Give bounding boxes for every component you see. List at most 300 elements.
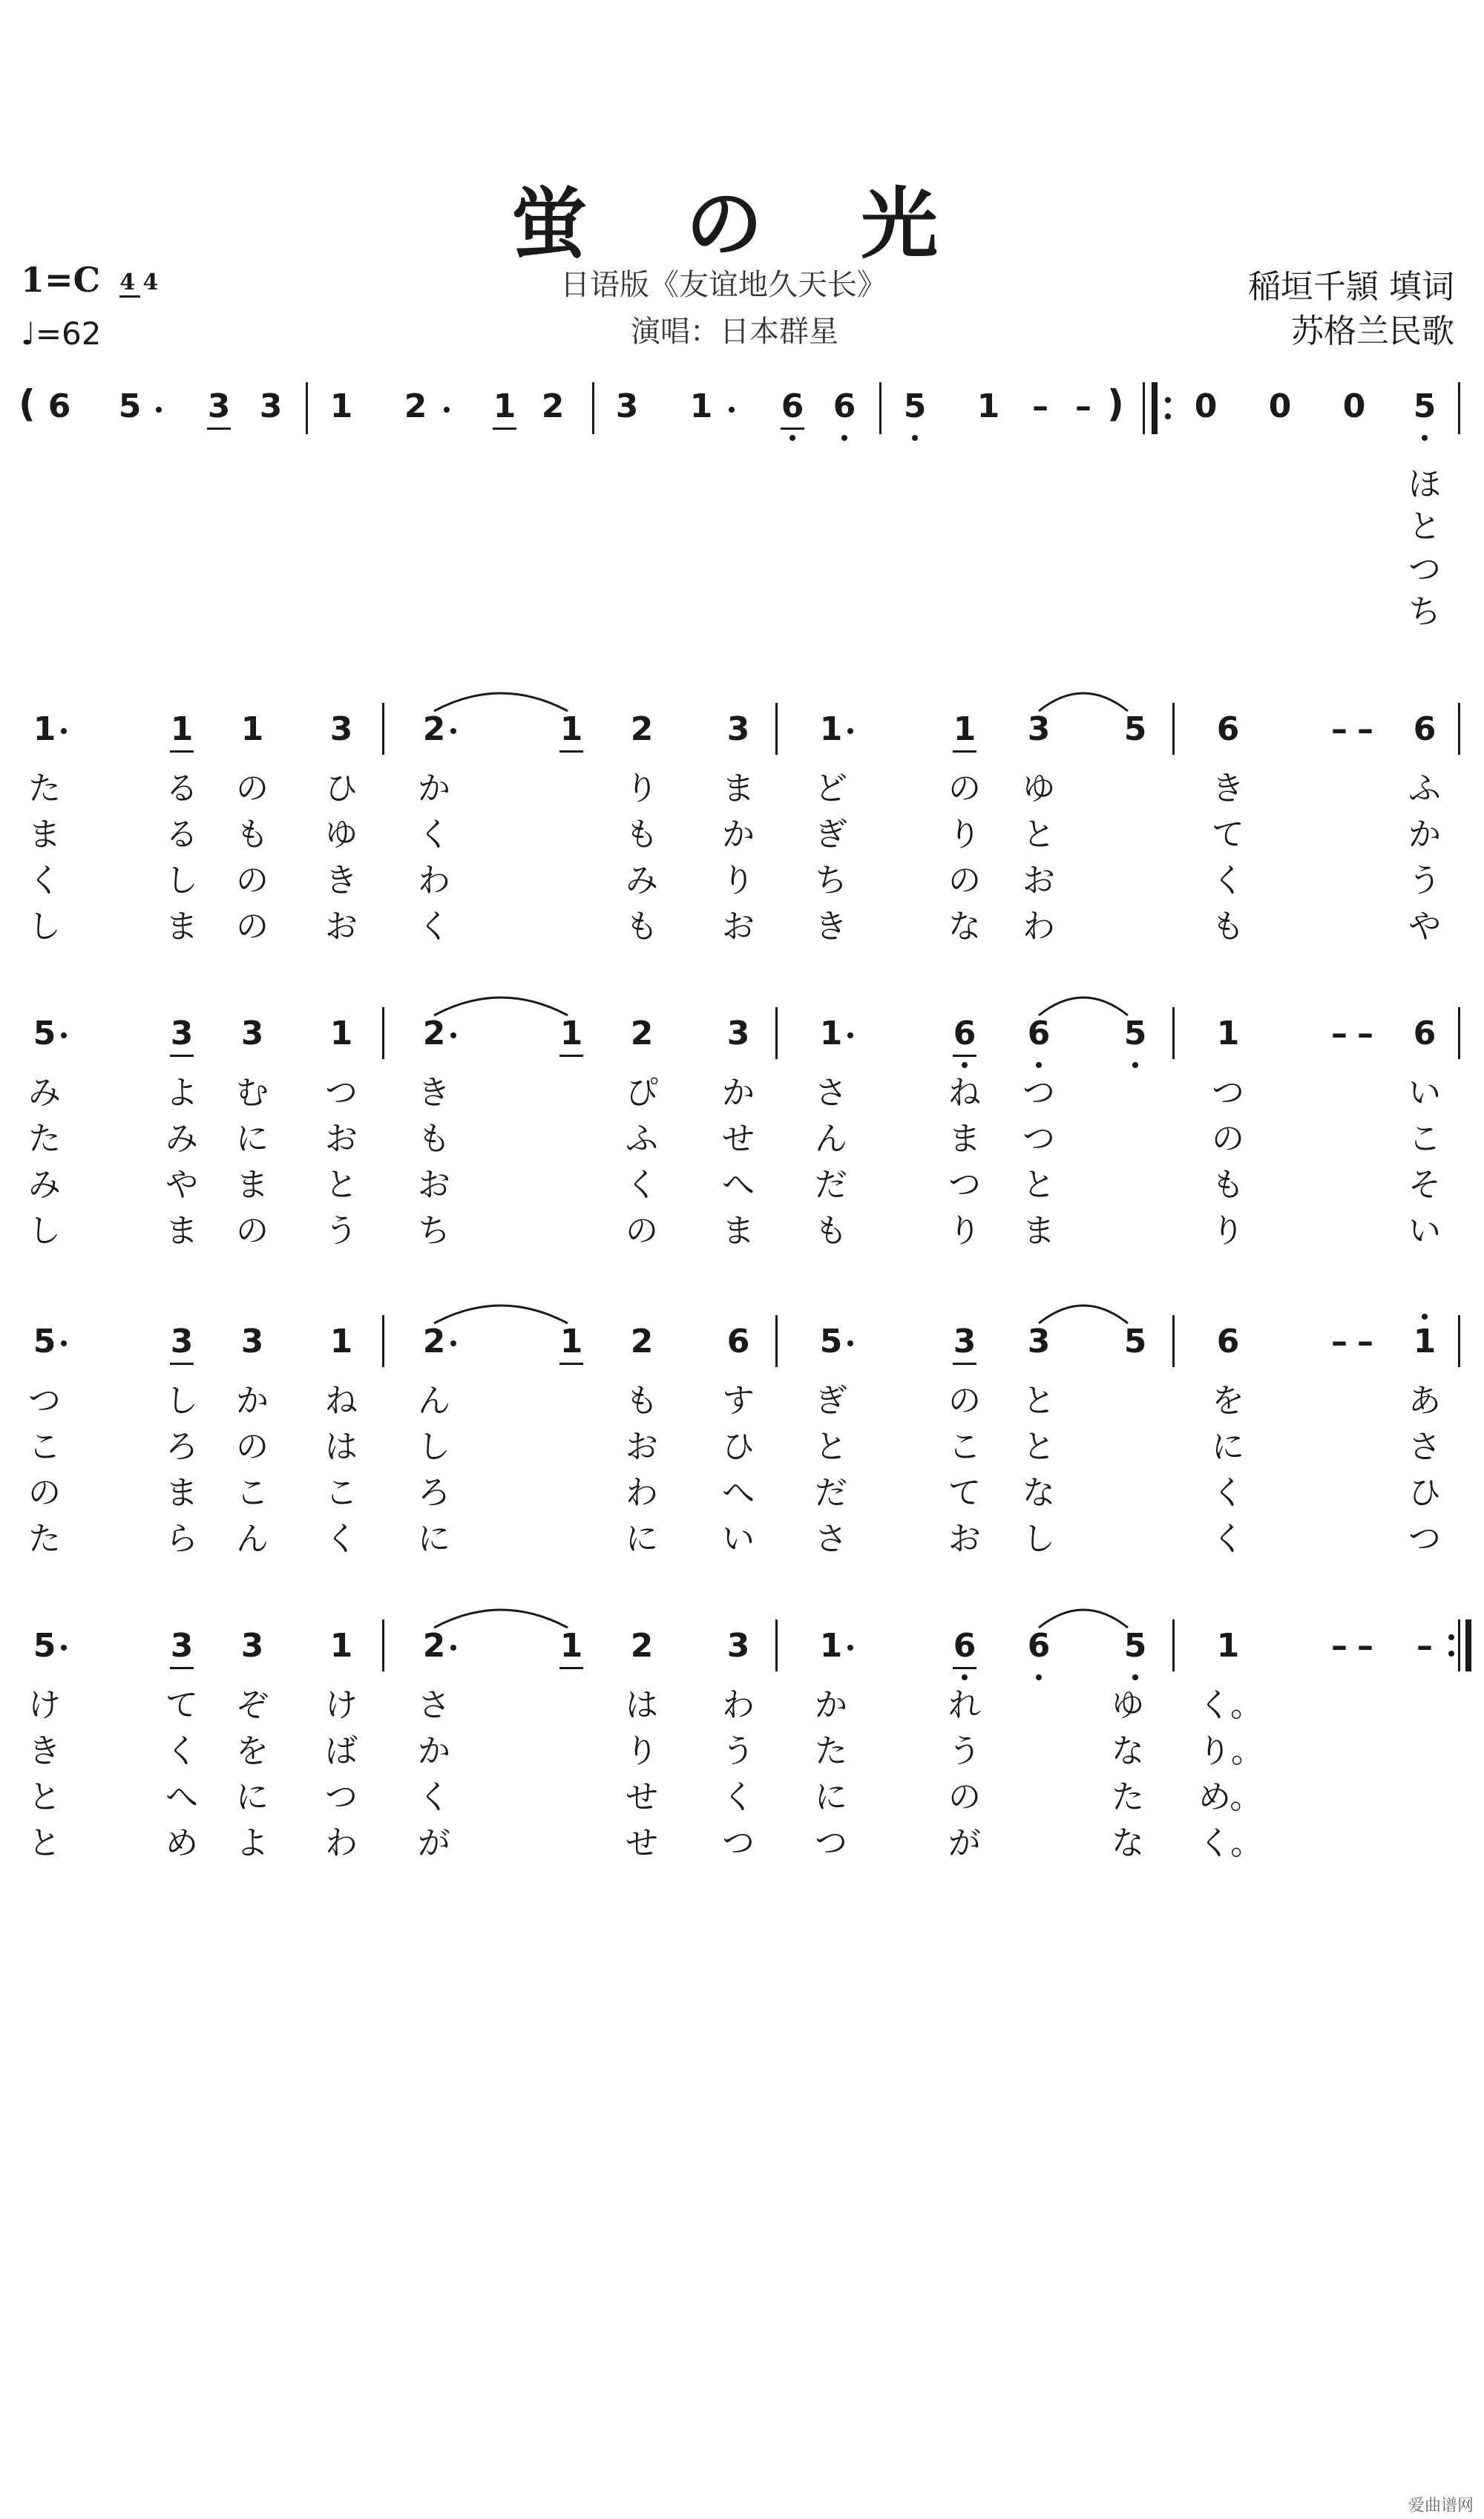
lyric: ぎ [815, 1382, 847, 1420]
lyric: ふ [626, 1120, 658, 1158]
lyric: も [626, 816, 658, 854]
lyric: お [325, 908, 358, 946]
lyric: わ [626, 1474, 658, 1512]
note: 1 [329, 1627, 353, 1665]
lyric: く [626, 1166, 658, 1204]
note: – [1032, 387, 1048, 425]
note: 3 [189, 386, 249, 428]
lyric: わ [722, 1686, 755, 1724]
note: 1 [819, 710, 843, 748]
lyric: と [28, 1778, 61, 1816]
lyric: ぎ [815, 816, 847, 854]
lyric: と [1022, 1428, 1055, 1466]
note: 3 [240, 1627, 264, 1665]
lyric: ゆ [1112, 1686, 1144, 1724]
lyric: に [815, 1778, 847, 1816]
lyric: の [236, 862, 269, 900]
lyric: む [236, 1074, 269, 1112]
lyric: も [815, 1212, 847, 1250]
lyric: か [1408, 816, 1441, 854]
note: – [1357, 1627, 1373, 1665]
note: – [1331, 1323, 1347, 1360]
lyric: か [418, 1732, 450, 1770]
lyric: つ [815, 1824, 847, 1862]
lyric: ほ [1408, 465, 1441, 503]
lyric: い [1408, 1212, 1441, 1250]
lyric: が [418, 1824, 450, 1862]
note: 1 [935, 709, 994, 750]
lyric: に [418, 1520, 450, 1558]
lyric: く [722, 1778, 755, 1816]
note: 3 [1027, 1323, 1051, 1360]
lyric: と [815, 1428, 847, 1466]
note: 2 [422, 1627, 446, 1665]
lyric: ち [1408, 593, 1441, 631]
note: 2 [404, 387, 427, 425]
lyric: よ [236, 1824, 269, 1862]
lyric: り [948, 1212, 981, 1250]
note: – [1331, 710, 1347, 748]
lyric: へ [165, 1778, 198, 1816]
note: 1 [542, 1625, 601, 1667]
note: 1 [1216, 1015, 1240, 1052]
note: 6 [1413, 710, 1437, 748]
note: 5 [1395, 386, 1454, 428]
note: 2 [630, 1627, 654, 1665]
lyric: く [1212, 1474, 1244, 1512]
lyric: か [418, 770, 450, 808]
slur [1039, 1610, 1128, 1628]
score-system [15, 1013, 1484, 1325]
lyric: な [1112, 1824, 1144, 1862]
lyric: し [28, 1212, 61, 1250]
lyric: ろ [165, 1428, 198, 1466]
lyric: か [236, 1382, 269, 1420]
lyric: つ [28, 1382, 61, 1420]
lyric: く [1212, 1520, 1244, 1558]
lyric: め [165, 1824, 198, 1862]
lyric: ち [418, 1212, 450, 1250]
lyric: つ [325, 1074, 358, 1112]
note: 6 [935, 1013, 994, 1055]
lyric: く [418, 816, 450, 854]
note: 6 [726, 1323, 750, 1360]
note: 3 [259, 387, 283, 425]
lyric: ま [236, 1166, 269, 1204]
note: 1 [240, 710, 264, 748]
lyric: せ [626, 1778, 658, 1816]
lyric: ま [165, 1212, 198, 1250]
slurs [15, 1592, 1484, 1637]
lyricist-credit: 稲垣千頴 填词 [1248, 268, 1454, 306]
note: 5 [1123, 710, 1147, 748]
lyric: に [236, 1778, 269, 1816]
lyric: る [165, 816, 198, 854]
lyric: つ [1408, 551, 1441, 589]
lyric: さ [815, 1074, 847, 1112]
lyric: ね [948, 1074, 981, 1112]
lyric: の [236, 908, 269, 946]
lyric: わ [1022, 908, 1055, 946]
score-system [15, 709, 1484, 1021]
lyric: も [418, 1120, 450, 1158]
lyric: だ [815, 1474, 847, 1512]
lyric: ん [236, 1520, 269, 1558]
lyric: わ [325, 1824, 358, 1862]
note: 1 [819, 1015, 843, 1052]
lyric: な [948, 908, 981, 946]
subtitle: 日语版《友谊地久天长》 [560, 268, 887, 302]
lyric: の [236, 1428, 269, 1466]
note: 1 [152, 709, 211, 750]
lyric: り [722, 862, 755, 900]
note: 6 [1413, 1015, 1437, 1052]
note: 2 [541, 387, 565, 425]
lyric: を [1212, 1382, 1244, 1420]
lyric: ま [1022, 1212, 1055, 1250]
lyric: ど [815, 770, 847, 808]
note: – [1357, 1323, 1373, 1360]
lyric: ひ [325, 770, 358, 808]
slur [1039, 693, 1128, 711]
note: 1 [819, 1627, 843, 1665]
lyric: こ [325, 1474, 358, 1512]
lyric: の [236, 1212, 269, 1250]
note: 2 [422, 1323, 446, 1360]
note: 3 [1027, 710, 1051, 748]
slur [434, 693, 568, 711]
song-title: 蛍 の 光 [510, 178, 974, 269]
lyric: き [418, 1074, 450, 1112]
lyric: も [626, 908, 658, 946]
lyric: い [1408, 1074, 1441, 1112]
note: 2 [630, 1015, 654, 1052]
note: 1 [1216, 1627, 1240, 1665]
note: 1 [542, 1013, 601, 1055]
note: 2 [422, 1015, 446, 1052]
lyric: ね [325, 1382, 358, 1420]
lyric: に [236, 1120, 269, 1158]
lyric: し [165, 1382, 198, 1420]
lyric: つ [1022, 1074, 1055, 1112]
note: 5 [1123, 1323, 1147, 1360]
note: 5 [33, 1627, 56, 1665]
lyric: な [1022, 1474, 1055, 1512]
note: 3 [726, 1627, 750, 1665]
lyric: の [948, 1382, 981, 1420]
lyric: つ [1212, 1074, 1244, 1112]
slurs [15, 675, 1484, 720]
note: 3 [935, 1321, 994, 1363]
note: 5 [885, 386, 945, 428]
lyric: く。 [1198, 1686, 1264, 1724]
lyric: り [626, 770, 658, 808]
note: 1 [1395, 1321, 1454, 1363]
lyric: へ [722, 1166, 755, 1204]
lyric: こ [236, 1474, 269, 1512]
lyric: ば [325, 1732, 358, 1770]
lyric: ま [165, 1474, 198, 1512]
score-system [15, 1625, 1484, 1937]
lyric: ま [722, 1212, 755, 1250]
key-text: 1=C [21, 260, 101, 300]
lyric: た [1112, 1778, 1144, 1816]
lyric: の [1212, 1120, 1244, 1158]
note: 5 [33, 1323, 56, 1360]
lyric: ん [418, 1382, 450, 1420]
lyric: の [28, 1474, 61, 1512]
watermark: 爱曲谱网 [1408, 2497, 1474, 2515]
lyric: お [722, 908, 755, 946]
lyric: す [722, 1382, 755, 1420]
note: 5 [33, 1015, 56, 1052]
lyric: や [165, 1166, 198, 1204]
lyric: わ [418, 862, 450, 900]
lyric: お [948, 1520, 981, 1558]
lyric: け [325, 1686, 358, 1724]
lyric: の [626, 1212, 658, 1250]
lyric: た [815, 1732, 847, 1770]
lyric: な [1112, 1732, 1144, 1770]
lyric: く [1212, 862, 1244, 900]
lyric: た [28, 1120, 61, 1158]
lyric: ま [28, 816, 61, 854]
lyric: ゆ [1022, 770, 1055, 808]
lyric: よ [165, 1074, 198, 1112]
note: 6 [815, 386, 874, 428]
lyric: を [236, 1732, 269, 1770]
lyric: う [722, 1732, 755, 1770]
lyric: と [1022, 1166, 1055, 1204]
lyric: り [626, 1732, 658, 1770]
lyric: ひ [722, 1428, 755, 1466]
lyric: は [626, 1686, 658, 1724]
lyric: く [28, 862, 61, 900]
lyric: き [1212, 770, 1244, 808]
lyric: と [1022, 1382, 1055, 1420]
lyric: く [165, 1732, 198, 1770]
lyric: や [1408, 908, 1441, 946]
note: 3 [240, 1015, 264, 1052]
note: 6 [763, 386, 822, 428]
lyric: と [1022, 816, 1055, 854]
lyric: う [948, 1732, 981, 1770]
note: 5 [819, 1323, 843, 1360]
note: 1 [33, 710, 56, 748]
note: 3 [152, 1321, 211, 1363]
note: 0 [1194, 387, 1218, 425]
lyric: と [28, 1824, 61, 1862]
lyric: ん [815, 1120, 847, 1158]
lyric: し [28, 908, 61, 946]
note: 3 [726, 710, 750, 748]
note: 3 [726, 1015, 750, 1052]
note: 2 [630, 710, 654, 748]
lyric: し [165, 862, 198, 900]
lyric: て [948, 1474, 981, 1512]
slur [434, 1610, 568, 1628]
key-signature [21, 260, 158, 300]
note: 6 [1216, 1323, 1240, 1360]
note: 0 [1342, 387, 1366, 425]
note: 1 [475, 386, 534, 428]
lyric: こ [1408, 1120, 1441, 1158]
lyric: も [1212, 908, 1244, 946]
lyric: の [948, 862, 981, 900]
note: 5 [1106, 1013, 1165, 1055]
lyric: た [28, 1520, 61, 1558]
lyric: め。 [1198, 1778, 1263, 1816]
note: 6 [47, 387, 71, 425]
lyric: き [815, 908, 847, 946]
slur [434, 998, 568, 1015]
note: 6 [1009, 1625, 1068, 1667]
lyric: ま [722, 770, 755, 808]
note: 0 [1268, 387, 1292, 425]
lyric: も [1212, 1166, 1244, 1204]
lyric: の [948, 1778, 981, 1816]
note: – [1357, 710, 1373, 748]
lyric: か [722, 1074, 755, 1112]
quarter-note-icon: ♩ [21, 315, 36, 352]
lyric: か [722, 816, 755, 854]
lyric: ら [165, 1520, 198, 1558]
lyric: こ [948, 1428, 981, 1466]
lyric: り [948, 816, 981, 854]
lyric: つ [948, 1166, 981, 1204]
lyric: ゆ [325, 816, 358, 854]
lyric: ぴ [626, 1074, 658, 1112]
lyric: ま [948, 1120, 981, 1158]
lyric: う [1408, 862, 1441, 900]
slurs [15, 980, 1484, 1024]
lyric: の [948, 770, 981, 808]
lyric: も [236, 816, 269, 854]
lyric: さ [1408, 1428, 1441, 1466]
lyric: み [165, 1120, 198, 1158]
note: 1 [329, 387, 353, 425]
lyric: ひ [1408, 1474, 1441, 1512]
slur [1039, 998, 1128, 1015]
composer-credit: 苏格兰民歌 [1291, 312, 1454, 350]
lyric: て [1212, 816, 1244, 854]
note: 3 [329, 710, 353, 748]
note: 3 [152, 1625, 211, 1667]
lyric: に [626, 1520, 658, 1558]
lyric: せ [722, 1120, 755, 1158]
lyric: あ [1408, 1382, 1441, 1420]
lyric: く [418, 908, 450, 946]
lyric: ち [815, 862, 847, 900]
score-system [15, 1321, 1484, 1633]
singer-credit: 演唱：日本群星 [631, 315, 838, 349]
note: 2 [422, 710, 446, 748]
lyric: う [325, 1212, 358, 1250]
note: – [1075, 387, 1091, 425]
lyric: だ [815, 1166, 847, 1204]
note: – [1357, 1015, 1373, 1052]
lyric: も [626, 1382, 658, 1420]
lyric: せ [626, 1824, 658, 1862]
lyric: く [418, 1778, 450, 1816]
lyric: り [1212, 1212, 1244, 1250]
slur [434, 1306, 568, 1323]
note: 5 [1106, 1625, 1165, 1667]
lyric: お [418, 1166, 450, 1204]
note: 3 [152, 1013, 211, 1055]
lyric: つ [1408, 1520, 1441, 1558]
lyric: る [165, 770, 198, 808]
lyric: ろ [418, 1474, 450, 1512]
lyric: の [236, 770, 269, 808]
lyric: み [28, 1166, 61, 1204]
note: 6 [1009, 1013, 1068, 1055]
lyric: お [325, 1120, 358, 1158]
lyric: し [418, 1428, 450, 1466]
lyric: ぞ [236, 1686, 269, 1724]
slurs [15, 1288, 1484, 1332]
lyric: け [28, 1686, 61, 1724]
tempo-marking: ♩=62 [21, 315, 102, 352]
lyric: つ [1022, 1120, 1055, 1158]
lyric: お [1022, 862, 1055, 900]
slur [1039, 1306, 1128, 1323]
note: 1 [542, 1321, 601, 1363]
lyric: か [815, 1686, 847, 1724]
note: 6 [1216, 710, 1240, 748]
lyric: て [165, 1686, 198, 1724]
lyric: ふ [1408, 770, 1441, 808]
lyric: に [1212, 1428, 1244, 1466]
note: – [1416, 1627, 1433, 1665]
lyric: つ [722, 1824, 755, 1862]
lyric: そ [1408, 1166, 1441, 1204]
note: 1 [329, 1015, 353, 1052]
lyric: つ [325, 1778, 358, 1816]
note: 1 [976, 387, 1000, 425]
lyric: お [626, 1428, 658, 1466]
note: 3 [615, 387, 639, 425]
lyric: く。 [1198, 1824, 1264, 1862]
lyric: と [325, 1166, 358, 1204]
lyric: へ [722, 1474, 755, 1512]
lyric: た [28, 770, 61, 808]
note: 6 [935, 1625, 994, 1667]
note: 1 [542, 709, 601, 750]
lyric: さ [815, 1520, 847, 1558]
intro-line: ( 6 5 3 3 1 2 1 2 3 1 6 6 5 1 – – ) 0 0 0 5 [0, 382, 1484, 442]
note: – [1331, 1627, 1347, 1665]
lyric: き [325, 862, 358, 900]
lyric: き [28, 1732, 61, 1770]
lyric: が [948, 1824, 981, 1862]
lyric: み [28, 1074, 61, 1112]
note: – [1331, 1015, 1347, 1052]
lyric: り。 [1198, 1732, 1264, 1770]
note: 2 [630, 1323, 654, 1360]
lyric: と [1408, 508, 1441, 546]
note: 1 [689, 387, 713, 425]
lyric: れ [948, 1686, 981, 1724]
lyric: く [325, 1520, 358, 1558]
lyric: ま [165, 908, 198, 946]
time-signature: 4 4 [119, 270, 158, 295]
note: 3 [240, 1323, 264, 1360]
lyric: み [626, 862, 658, 900]
lyric: し [1022, 1520, 1055, 1558]
note: 1 [329, 1323, 353, 1360]
lyric: こ [28, 1428, 61, 1466]
